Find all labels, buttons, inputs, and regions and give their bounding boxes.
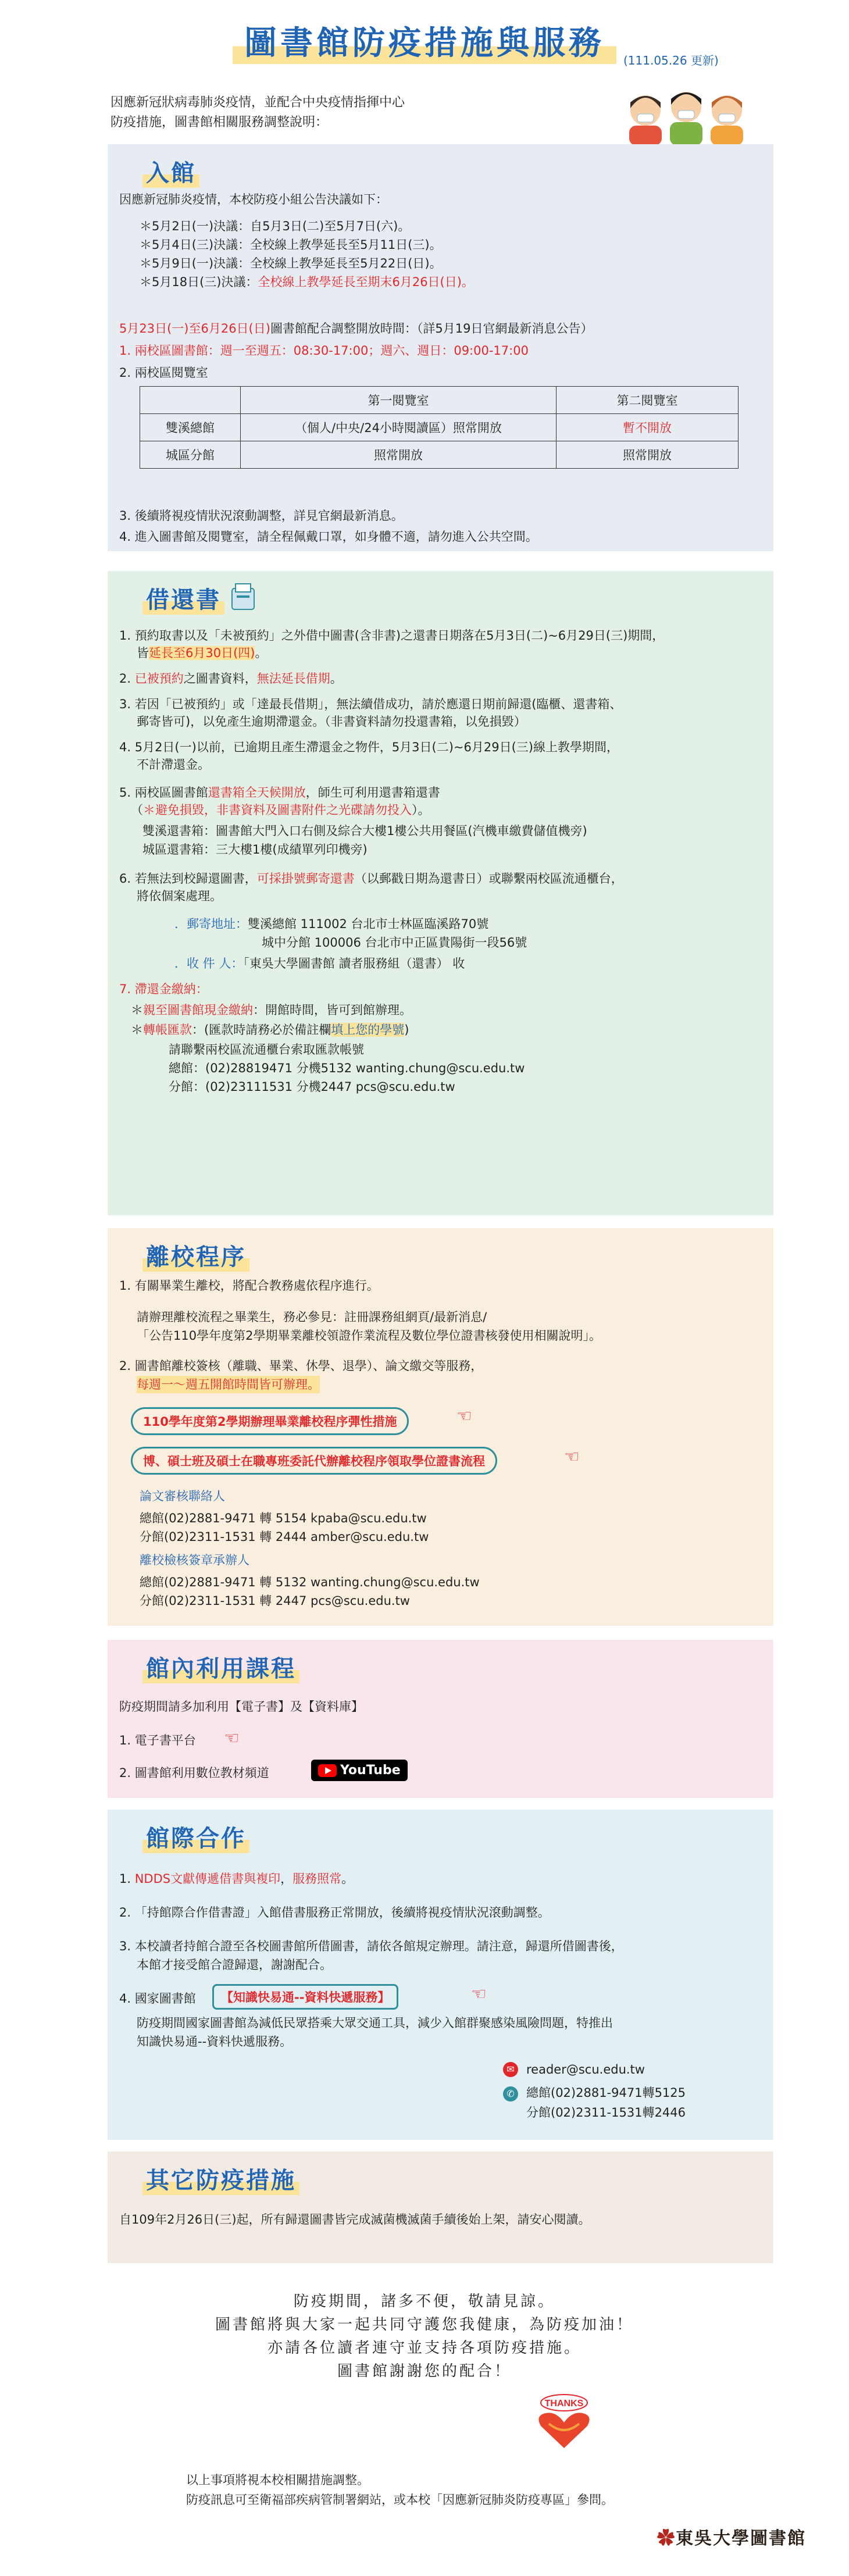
table-cell: 照常開放 xyxy=(241,441,557,469)
table-header: 第一閱覽室 xyxy=(241,387,557,414)
table-cell: 雙溪總館 xyxy=(140,414,241,441)
ill-tel-2: 分館(02)2311-1531轉2446 xyxy=(526,2106,686,2120)
section-borrow xyxy=(108,571,773,1215)
entry-line-6: 5月23日(一)至6月26日(日)圖書館配合調整開放時間：（詳5月19日官網最新消息公告） xyxy=(119,322,593,336)
borrow-line-10: 雙溪還書箱：圖書館大門入口右側及綜合大樓1樓公共用餐區(汽機車繳費儲值機旁) xyxy=(142,824,587,838)
borrow-line-3: 2. 已被預約之圖書資料，無法延長借期。 xyxy=(119,672,343,686)
library-logo: ✿東吳大學圖書館 xyxy=(657,2528,806,2549)
entry-line-8: 2. 兩校區閱覽室 xyxy=(119,366,208,380)
section-entry-title: 入館 xyxy=(142,155,199,188)
leave-line-3: 「公告110學年度第2學期畢業離校領證作業流程及數位學位證書核發使用相關說明」。 xyxy=(137,1329,601,1343)
leave-line-6: 總館(02)2881-9471 轉 5154 kpaba@scu.edu.tw xyxy=(140,1511,427,1525)
footer-line-2: 防疫訊息可至衛福部疾病管制署網站，或本校「因應新冠肺炎防疫專區」參問。 xyxy=(186,2493,613,2507)
borrow-line-12: 6. 若無法到校歸還圖書，可採掛號郵寄還書（以郵戳日期為還書日）或聯繫兩校區流通櫃台， xyxy=(119,872,623,886)
entry-line-2: ＊5月2日(一)決議：自5月3日(二)至5月7日(六)。 xyxy=(140,219,411,233)
leave-line-9: 分館(02)2311-1531 轉 2447 pcs@scu.edu.tw xyxy=(140,1594,410,1608)
ill-line-5: 4. 國家圖書館 xyxy=(119,1992,196,2006)
entry-line-10: 4. 進入圖書館及閱覽室，請全程佩戴口罩，如身體不適，請勿進入公共空間。 xyxy=(119,530,538,544)
book-return-icon xyxy=(230,583,256,612)
ill-email[interactable]: reader@scu.edu.tw xyxy=(526,2063,645,2077)
leave-line-2: 請辦理離校流程之畢業生，務必參見：註冊課務組網頁/最新消息/ xyxy=(137,1310,487,1324)
table-cell: 照常開放 xyxy=(557,441,739,469)
entry-line-4: ＊5月9日(一)決議：全校線上教學延長至5月22日(日)。 xyxy=(140,256,442,270)
borrow-line-16: ．收 件 人：「東吳大學圖書館 讀者服務組（還書） 收 xyxy=(174,957,465,971)
borrow-line-4: 3. 若因「已被預約」或「達最長借期」，無法續借成功，請於應還日期前歸還(臨櫃、還書箱、 xyxy=(119,697,622,711)
ill-line-2: 2. 「持館際合作借書證」入館借書服務正常開放，後續將視疫情狀況滾動調整。 xyxy=(119,1906,550,1919)
borrow-line-15: 城中分館 100006 台北市中正區貴陽街一段56號 xyxy=(262,936,527,950)
closing-message: 防疫期間，諸多不便，敬請見諒。 圖書館將與大家一起共同守護您我健康，為防疫加油！ 亦請各位讀者連守並支持各項防疫措施。 圖書館謝謝您的配合！ xyxy=(215,2293,634,2380)
borrow-line-2: 皆延長至6月30日(四)。 xyxy=(137,646,267,660)
section-leave xyxy=(108,1228,773,1626)
ebook-platform-link[interactable]: 1. 電子書平台 xyxy=(119,1733,196,1747)
table-header: 第二閱覽室 xyxy=(557,387,739,414)
pointing-hand-icon: ☜ xyxy=(471,1984,487,2004)
borrow-line-11: 城區還書箱：三大樓1樓(成績單列印機旁) xyxy=(142,843,368,857)
section-ill xyxy=(108,1810,773,2140)
mail-icon: ✉ xyxy=(503,2062,518,2077)
ill-line-6: 防疫期間國家圖書館為減低民眾搭乘大眾交通工具，減少入館群聚感染風險問題，特推出 xyxy=(137,2016,613,2030)
thesis-contact-heading: 論文審核聯絡人 xyxy=(140,1489,225,1503)
youtube-play-icon xyxy=(318,1764,337,1777)
checkout-contact-heading: 離校檢核簽章承辦人 xyxy=(140,1553,249,1567)
borrow-line-19: ＊轉帳匯款：(匯款時請務必於備註欄填上您的學號) xyxy=(131,1023,409,1037)
footer-line-1: 以上事項將視本校相關措施調整。 xyxy=(186,2473,369,2487)
borrow-line-7: 不計滯還金。 xyxy=(137,758,210,772)
knowledge-express-link[interactable]: 【知識快易通--資料快遞服務】 xyxy=(212,1984,398,2010)
update-date: (111.05.26 更新) xyxy=(623,53,719,67)
borrow-line-5: 郵寄皆可)，以免產生逾期滯還金。（非書資料請勿投還書箱，以免損毀） xyxy=(137,715,526,729)
ill-line-1: 1. NDDS文獻傳遞借書與複印，服務照常。 xyxy=(119,1872,354,1886)
logo-emblem-icon: ✿ xyxy=(657,2528,676,2549)
table-cell: 暫不開放 xyxy=(557,414,739,441)
courses-line-3: 2. 圖書館利用數位教材頻道 xyxy=(119,1766,269,1780)
entry-line-9: 3. 後續將視疫情狀況滾動調整，詳見官網最新消息。 xyxy=(119,509,404,523)
entry-line-1: 因應新冠肺炎疫情，本校防疫小組公告決議如下： xyxy=(119,192,388,206)
borrow-line-14: ．郵寄地址：雙溪總館 111002 台北市士林區臨溪路70號 xyxy=(174,917,489,931)
entry-line-5: ＊5月18日(三)決議：全校線上教學延長至期末6月26日(日)。 xyxy=(140,275,474,289)
borrow-line-20: 請聯繫兩校區流通櫃台索取匯款帳號 xyxy=(169,1043,364,1057)
phone-icon: ✆ xyxy=(503,2086,518,2102)
table-cell: （個人/中央/24小時閱讀區）照常開放 xyxy=(241,414,557,441)
leave-line-8: 總館(02)2881-9471 轉 5132 wanting.chung@scu.edu.tw xyxy=(140,1575,480,1589)
borrow-line-13: 將依個案處理。 xyxy=(137,889,222,903)
section-leave-title: 離校程序 xyxy=(142,1239,249,1272)
pointing-hand-icon: ☜ xyxy=(564,1447,580,1467)
ill-line-4: 本館才接受館合證歸還，謝謝配合。 xyxy=(137,1958,332,1972)
borrow-line-8: 5. 兩校區圖書館還書箱全天候開放，師生可利用還書箱還書 xyxy=(119,786,440,800)
intro-text: 因應新冠狀病毒肺炎疫情，並配合中央疫情指揮中心 防疫措施，圖書館相關服務調整說明： xyxy=(110,95,405,130)
section-courses-title: 館內利用課程 xyxy=(142,1650,299,1683)
leave-line-1: 1. 有關畢業生離校，將配合教務處依程序進行。 xyxy=(119,1279,379,1293)
pointing-hand-icon: ☜ xyxy=(456,1406,472,1426)
thanks-heart-icon xyxy=(523,2390,605,2454)
section-courses xyxy=(108,1640,773,1798)
courses-line-1: 防疫期間請多加利用【電子書】及【資料庫】 xyxy=(119,1700,363,1714)
ill-tel-1: 總館(02)2881-9471轉5125 xyxy=(526,2086,686,2100)
section-ill-title: 館際合作 xyxy=(142,1820,249,1853)
proxy-leave-process-link[interactable]: 博、碩士班及碩士在職專班委託代辦離校程序領取學位證書流程 xyxy=(131,1447,497,1475)
pointing-hand-icon: ☜ xyxy=(224,1728,240,1749)
reading-room-table xyxy=(140,386,739,469)
ill-line-7: 知識快易通--資料快遞服務。 xyxy=(137,2035,292,2049)
borrow-line-22: 分館：(02)23111531 分機2447 pcs@scu.edu.tw xyxy=(169,1080,455,1094)
kids-mask-icon xyxy=(622,81,750,145)
youtube-button[interactable]: YouTube xyxy=(311,1760,408,1781)
borrow-line-1: 1. 預約取書以及「未被預約」之外借中圖書(含非書)之還書日期落在5月3日(二)~6月29日(三)期間， xyxy=(119,629,665,643)
borrow-line-17: 7. 滯還金繳納： xyxy=(119,982,208,996)
leave-line-4: 2. 圖書館離校簽核（離職、畢業、休學、退學）、論文繳交等服務， xyxy=(119,1359,483,1373)
entry-line-7: 1. 兩校區圖書館：週一至週五：08:30-17:00；週六、週日：09:00-17:00 xyxy=(119,344,529,358)
leave-line-5: 每週一～週五開館時間皆可辦理。 xyxy=(137,1376,320,1393)
ill-line-3: 3. 本校讀者持館合證至各校圖書館所借圖書，請依各館規定辦理。請注意，歸還所借圖書後， xyxy=(119,1939,623,1953)
borrow-line-21: 總館：(02)28819471 分機5132 wanting.chung@scu.edu.tw xyxy=(169,1061,525,1075)
section-other xyxy=(108,2152,773,2263)
entry-line-3: ＊5月4日(三)決議：全校線上教學延長至5月11日(三)。 xyxy=(140,238,442,252)
borrow-line-9: （＊避免損毀，非書資料及圖書附件之光碟請勿投入）。 xyxy=(131,803,430,817)
other-line-1: 自109年2月26日(三)起，所有歸還圖書皆完成滅菌機滅菌手續後始上架，請安心閱讀。 xyxy=(119,2213,591,2227)
table-cell: 城區分館 xyxy=(140,441,241,469)
leave-line-7: 分館(02)2311-1531 轉 2444 amber@scu.edu.tw xyxy=(140,1530,429,1544)
section-entry xyxy=(108,144,773,551)
borrow-line-6: 4. 5月2日(一)以前，已逾期且產生滯還金之物件，5月3日(二)~6月29日(三)線上教學期間， xyxy=(119,740,619,754)
borrow-line-18: ＊親至圖書館現金繳納：開館時間，皆可到館辦理。 xyxy=(131,1003,412,1017)
section-borrow-title: 借還書 xyxy=(142,581,224,615)
flexible-measures-link[interactable]: 110學年度第2學期辦理畢業離校程序彈性措施 xyxy=(131,1407,409,1435)
thanks-label: THANKS xyxy=(544,2399,584,2409)
page-title-wrap xyxy=(0,17,849,64)
page-title: 圖書館防疫措施與服務 xyxy=(233,17,616,64)
section-other-title: 其它防疫措施 xyxy=(142,2162,299,2195)
